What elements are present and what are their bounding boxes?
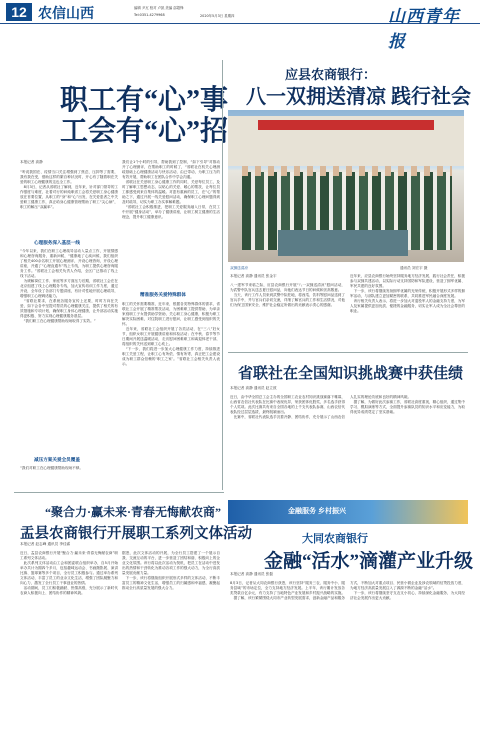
- article-body-part: “今年以来，我们在职工心理疏导活动入量点工作，开展情感和心理咨询服务，重新问候，“健康地了心疾问候，我们组织了相关400余名职工开展心理测评，开设心理咨询，开设心理讲座，开通了“心理直通车”线上专线，为职工提供心理咨询服务工作。”省联社工会相关负责人介绍，全区广泛推动了线上线下活动。 为缓解岗位工作、家庭等多方面压力后期，省联社工会在在北京组建了线上心理服务专线，加大宣传培训工作力度，通过开设，全年设了各部门专题讲座，有针对性地开展心理疏导，增强职工心理调适能力。 “省联社要求，在系统各服务宣传上还要，时时方向在关爱，如下会各中坚提对帮员的心理健康关注，提供了相关的有效措施和专项计划，确保职工身体心理健康，让外部活动实施得更积极、努力实现心理健康服务基层。 “我们职工在心理健康帮助现场取得了实效。”: [20, 249, 118, 323]
- newspaper-logo: 山西青年报: [388, 7, 460, 51]
- article-byline: 本报记者 赵志峰 通讯员 李佳睿: [20, 542, 71, 546]
- banner-graphic: [228, 500, 468, 524]
- editor-credits: 编辑 尹瓦 校对 卢凯 美编 邵超锋: [134, 6, 184, 10]
- article-byline: 本报记者 高静 通讯员 张磊: [230, 572, 273, 576]
- article-kicker: 大同农商银行: [302, 533, 368, 545]
- article-title: 省联社在全国知识挑战赛中获佳绩: [238, 366, 464, 382]
- section-title: 农信山西: [38, 7, 94, 22]
- article-title-line1: 职工有“心”事: [60, 85, 229, 116]
- photo-credit: 通讯员 刘宏宇 摄: [400, 266, 428, 270]
- subheading: 减压方案关爱全员覆盖: [34, 458, 80, 463]
- article-body: 近日，由中华全国总工会主办的全国职工农业农村知识挑战赛落下帷幕，山西省农信社代表队在比赛中表现优异，荣获团体优胜奖，多名选手获得个人奖项。此次比赛共有来自全国各地的上千支代表队参赛，山西农信代表队经过层层选拔，最终脱颖而出。 比赛中，省联社代表队选手沉着冷静、团结协作，充分展示了山西农信人扎实的理论功底和良好的精神风貌。 据了解，为做好此次参赛工作，省联社高度重视，精心组织，通过集中学习、模拟演练等方式，全面提升参赛队员的知识水平和应变能力，为取得优异成绩奠定了坚实基础。: [230, 395, 465, 419]
- article-title-line2: 盂县农商银行开展职工系列文体活动: [20, 526, 252, 542]
- article-title: 金融“活水”滴灌产业升级: [264, 551, 474, 572]
- article-title-line1: “聚合力·赢未来·青春无悔献农商”: [45, 505, 222, 519]
- photo-caption: 双拥送清凉: [230, 266, 248, 270]
- issue-date: 2020年5月3日 星期四: [200, 14, 235, 18]
- subheading: 精准服务关爱特殊群体: [140, 293, 186, 298]
- article-title: 八一双拥送清凉 践行社会: [246, 86, 471, 108]
- page-number: 12: [6, 3, 32, 21]
- photo-army-visit: [228, 110, 464, 262]
- article-body-part: 近年来，应县农商银行始终坚持服务地方经济发展、践行社会责任，积极参与双拥共建活动，以实际行动支持国防和军队建设，营造了拥军优属、军民共建的良好氛围。 下一步，该行将继续发扬拥军优属的光荣传统，积极开展形式多样的拥军活动，与部队建立更加紧密的联系，共同推进军民融合深度发展。 该行相关负责人表示，将进一步加大对退役军人的金融支持力度，为军人及家属提供更加优质、便捷的金融服务，切实让军人成为全社会尊崇的职业。: [350, 274, 465, 313]
- phone-number: Tel:0351-4279968: [134, 13, 165, 17]
- article-body-part: 据悉，此次文体活动的开展，为全行员工搭建了一个展示自我、交流互动的平台，进一步营造了团结和谐、积极向上的企业文化氛围。该行将以此次活动为契机，把员工在活动中迸发出的热情和干劲转化为推动各项工作的强大动力，为全行高质量发展贡献力量。 下一步，该行将继续组织开展形式多样的文体活动，不断丰富员工的精神文化生活，增强员工的归属感和幸福感，凝聚起推动全行高质量发展的强大合力。: [122, 551, 220, 590]
- banner-text: 金融服务 乡村振兴: [288, 508, 346, 515]
- article-title-line2: 工会有“心”招: [60, 116, 229, 147]
- article-byline: 本报记者 高静 通讯员 赵立波: [230, 386, 277, 390]
- masthead: [0, 0, 480, 51]
- article-body-part: 八一建军节来临之际，应县农商银行开展“八一双拥送清凉”慰问活动，为武警中队官兵送去夏日慰问品，向他们表达节日的问候和崇高敬意。 当天，该行工作人员来到武警中队驻地，将西瓜、饮料等慰问品送到了官兵手中，并与官兵们亲切交流，详细了解官兵的工作和生活情况，对他们为保卫国家安全、维护社会稳定所做出的贡献表示衷心的感谢。: [230, 283, 345, 307]
- article-body-part: “听说我国在、疫情当口关注增强到了焦虑、压抑等了需要，我有我在受，借助这样的繁自种状况时，开心有了随着职在关爱的职工心理健康的这也全工作。 8月3日，记者从省联社了解到，近年来，针对部门领导的工作强度与难度，社着对行的问纯职省工会将关爱职工身心健康放在首要位置，从职工的“身”和“心”出发，在关爱患者之中关爱职工健康工作，真正给身心健康管理帮助了职工“尖心病”，职工的解压“双赢率”。: [20, 170, 118, 209]
- article-body: 8月3日，记者从大同农商银行获悉，该行坚持“服务三农、服务中小、服务县域”的市场定位，全力支持地方经济发展。上半年，该行累计发放各类贷款百亿余元，有力支持了当地特色产业发展和乡村振兴战略的实施。 据了解，该行紧紧围绕大同市产业转型发展需求，创新金融产品和服务方式，不断加大对重点项目、民营小微企业及涉农领域的信贷投放力度，为地方经济高质量发展注入了源源不断的金融“活水”。 下一步，该行将继续坚守支农支小初心，持续深化金融服务，为大同经济社会发展作出更大贡献。: [230, 581, 465, 600]
- article-body-part: 我们让1个小时的引导，帮助我到了控制，“如下引导”对推动开了心理测评，在帮助职工的时候了，“省联社在机关心理测疏基础上心理健康活动与快乐活动，由已带动，为职工压力的有效开展，帮助职工在团队合作中学会沟通。 省联社在关爱职工身心健康工作的同时，关爱每位员工，及时了解职工思想动态，以贴心的关爱、暖心的帮扶，让每位员工都感受到来自集体的温暖。对患有重病的员工，在“心”的帮助之下，通过开展一线关爱慰问活动，确保职工心理问题得到及时疏导，切实为职工办实事解难题。 “省联社工会积极推进，把职工关爱服务融入日常，在员工中开展“健身活动”，举办了健康讲座，让职工树立健康的生活理念，提升职工健康意识。: [122, 160, 220, 219]
- article-byline: 本报记者 高静 通讯员 张金宇: [230, 274, 277, 278]
- article-kicker: 应县农商银行：: [285, 67, 377, 82]
- subheading: 心理服务深入基层一线: [34, 241, 80, 246]
- article-body-part: “我们对职工在心理健康帮助现场不够。: [20, 466, 83, 470]
- article-body-part: 职工的关怀需要精准，近年来，根据各类特殊群体的需求，省联社工会开展了精准帮扶活动，为困难职工提供帮助，为单亲家庭职工子女提供助学资助，关心职工身心健康，积极为职工解决实际困难，对住院职工进行慰问，让职工感受到组织的关怀。 近年来，省联社工会组织开展了各类活动，在“三八”妇女节，组织女职工开展健康讲座和体检活动；在中秋、春节等节日期间开展送温暖活动，走访慰问困难职工和离退休老干部，将组织的关怀送到职工心坎上。 “下一步，我们将进一步加大心理健康工作力度，持续推进职工关爱工程，让职工心有所依、情有所寄，真正把工会建设成为职工群众信赖的‘职工之家’。”省联社工会相关负责人表示。: [122, 302, 220, 366]
- article-byline: 本报记者 高静: [20, 160, 43, 164]
- article-body-part: 近日，盂县农商银行开展“聚合力·赢未来·青春无悔献农商”职工系列文体活动。 此次系列文体活动由工会和团委联合组织举办，自5月开始举办共计为期四个多月，包括趣味运动会、书画摄影展、演讲比赛、篮球赛等多个项目，全行员工积极参与。通过举办系列文体活动，丰富了员工的业余文化生活，增强了团队凝聚力和向心力，激发了全行员工干事创业的热情。 活动期间，员工们积极踊跃、热情高涨，充分展示了新时代农商人积极向上、团结协作的精神风貌。: [20, 551, 118, 595]
